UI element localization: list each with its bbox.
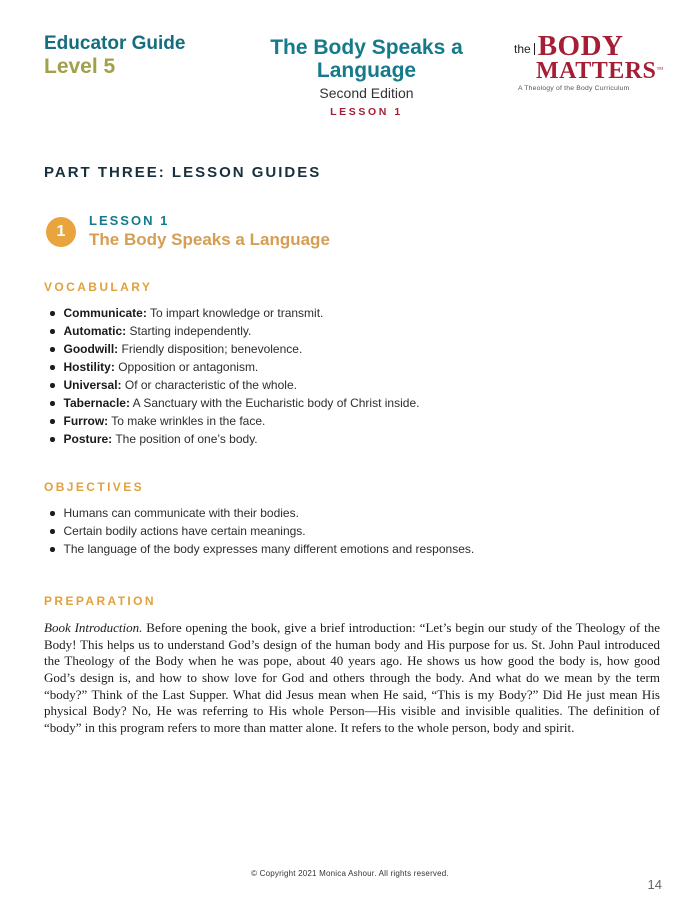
vocabulary-list: [50, 304, 700, 448]
vocab-definition: Of or characteristic of the whole.: [124, 378, 297, 393]
guide-info: [44, 34, 219, 79]
logo-bottom-line: [536, 57, 664, 84]
vocab-item: [50, 358, 700, 376]
copyright-notice: © Copyright 2021 Monica Ashour. All rights reserved.: [251, 869, 449, 878]
bullet-icon: [50, 511, 55, 516]
book-header: [219, 34, 514, 118]
part-heading: [44, 164, 700, 181]
logo-tagline: A Theology of the Body Curriculum: [518, 85, 630, 93]
guide-level: Level 5: [44, 54, 116, 78]
body-matters-logo: [514, 30, 664, 93]
bullet-icon: [50, 347, 55, 352]
objective-item: [50, 504, 700, 522]
vocab-text: [64, 430, 258, 448]
vocab-text: [64, 340, 303, 358]
vocab-item: [50, 322, 700, 340]
bullet-icon: [50, 437, 55, 442]
edition-label: Second Edition: [319, 85, 414, 102]
vocab-definition: To impart knowledge or transmit.: [149, 306, 324, 321]
logo-top-line: [514, 30, 664, 62]
preparation-lead: Book Introduction.: [44, 620, 143, 636]
lesson-titles: [89, 213, 330, 250]
objective-text: Certain bodily actions have certain meanings.: [63, 524, 306, 539]
lesson-tag: LESSON 1: [330, 106, 403, 119]
vocab-item: [50, 340, 700, 358]
objective-text: Humans can communicate with their bodies.: [63, 506, 299, 521]
lesson-header: [46, 213, 700, 250]
book-title: The Body Speaks a Language: [270, 36, 463, 83]
logo-the: the: [514, 43, 535, 55]
vocab-term: Automatic:: [63, 324, 127, 339]
preparation-paragraph: [44, 620, 660, 736]
vocab-definition: To make wrinkles in the face.: [111, 414, 266, 429]
bullet-icon: [50, 311, 55, 316]
preparation-heading: PREPARATION: [44, 594, 156, 609]
vocab-text: [64, 376, 297, 394]
vocab-text: [64, 358, 259, 376]
vocab-term: Hostility:: [63, 360, 115, 375]
vocab-text: [64, 394, 420, 412]
vocab-text: [64, 412, 266, 430]
objective-item: [50, 540, 700, 558]
page-number: 14: [647, 877, 662, 892]
logo-matters: MATTERS: [536, 57, 657, 84]
vocab-definition: The position of one’s body.: [115, 432, 258, 447]
trademark-symbol: ™: [656, 65, 664, 74]
bullet-icon: [50, 529, 55, 534]
vocab-text: [64, 304, 324, 322]
vocab-term: Furrow:: [63, 414, 109, 429]
lesson-label: LESSON 1: [89, 213, 170, 229]
part-heading-part: PART THREE:: [44, 164, 166, 182]
vocab-term: Communicate:: [63, 306, 147, 321]
part-heading-rest: LESSON GUIDES: [171, 164, 322, 182]
vocab-definition: Friendly disposition; benevolence.: [121, 342, 303, 357]
bullet-icon: [50, 547, 55, 552]
vocab-term: Posture:: [63, 432, 113, 447]
objectives-heading: OBJECTIVES: [44, 480, 145, 495]
objectives-list: [50, 504, 700, 558]
vocab-definition: A Sanctuary with the Eucharistic body of Christ inside.: [132, 396, 420, 411]
preparation-body: Before opening the book, give a brief introduction: “Let’s begin our study of the Theology of the Body! This helps us to understand God’s design of the human body and His purpose for us. St. John Paul introduced the Theology of the Body when he was pope, about 40 years ago. He shows us how good the body is, how good God’s design is, and how to show love for God and others through the body. And what do we mean by the term “body?” Think of the Last Supper. What did Jesus mean when He said, “This is my Body?” Did He just mean His physical Body? No, He was referring to His whole Person—His visible and invisible qualities. The definition of “body” in this program refers to more than matter alone. It refers to the whole person, body and spirit.: [44, 620, 660, 735]
bullet-icon: [50, 401, 55, 406]
vocabulary-heading: VOCABULARY: [44, 280, 153, 295]
vocab-item: [50, 394, 700, 412]
vocab-definition: Opposition or antagonism.: [118, 360, 259, 375]
guide-title: Educator Guide: [44, 33, 186, 54]
vocab-term: Goodwill:: [63, 342, 119, 357]
vocab-term: Universal:: [63, 378, 122, 393]
vocab-term: Tabernacle:: [63, 396, 130, 411]
vocab-item: [50, 376, 700, 394]
logo-body: BODY: [537, 30, 624, 62]
bullet-icon: [50, 419, 55, 424]
objective-text: The language of the body expresses many different emotions and responses.: [63, 542, 475, 557]
objective-item: [50, 522, 700, 540]
vocab-definition: Starting independently.: [129, 324, 252, 339]
bullet-icon: [50, 329, 55, 334]
vocab-item: [50, 430, 700, 448]
bullet-icon: [50, 365, 55, 370]
page-header: [0, 0, 700, 118]
vocab-item: [50, 412, 700, 430]
lesson-number-badge: 1: [46, 217, 76, 247]
bullet-icon: [50, 383, 55, 388]
vocab-item: [50, 304, 700, 322]
vocab-text: [64, 322, 252, 340]
lesson-title: The Body Speaks a Language: [89, 230, 330, 250]
